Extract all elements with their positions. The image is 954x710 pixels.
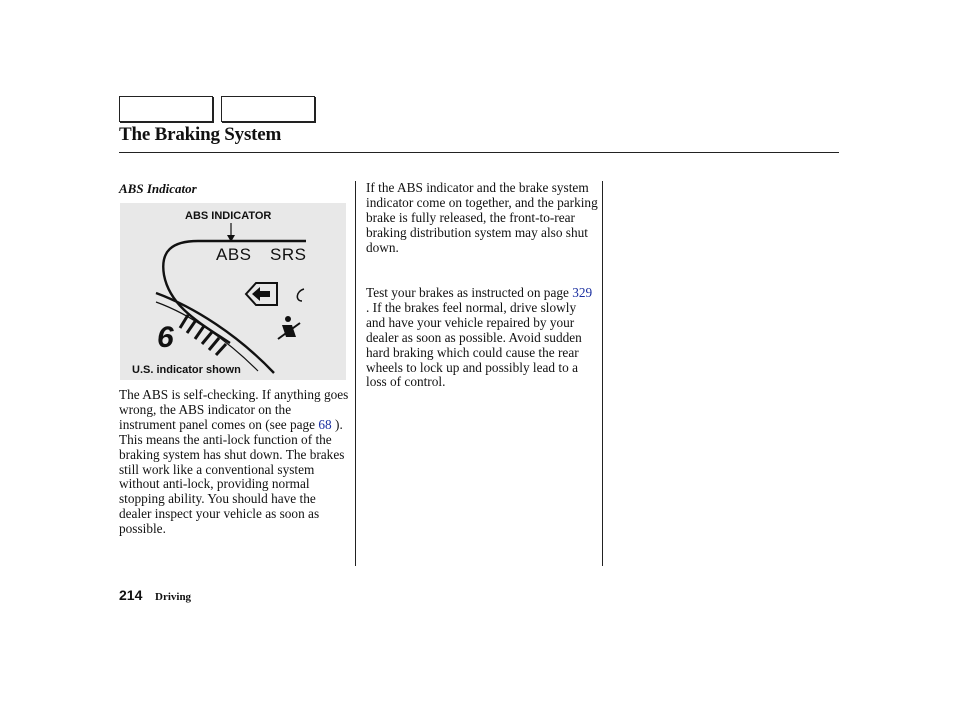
title-rule: [119, 152, 839, 153]
paragraph-text: . If the brakes feel normal, drive slowly and have your vehicle repaired by your dealer as soon as possible. Avoid sudden hard braking which could cause the rear wheels to lock up and possibly lead to a loss of control.: [366, 299, 582, 390]
test-brakes-paragraph: [366, 286, 598, 390]
srs-indicator-light: SRS: [270, 245, 307, 264]
abs-indicator-light: ABS: [216, 245, 252, 264]
arrow-glyph: [252, 287, 270, 301]
figure-caption: ABS Indicator: [119, 181, 197, 196]
paragraph-text: Test your brakes as instructed on page: [366, 285, 573, 300]
abs-indicator-label: ABS INDICATOR: [185, 210, 272, 222]
nav-button-next[interactable]: [221, 96, 315, 122]
brake-indicator-paragraph: If the ABS indicator and the brake system indicator come on together, and the parking brake is fully released, the front-to-rear braking distribution system may also shut down.: [366, 180, 598, 255]
page-title: The Braking System: [119, 124, 282, 145]
figure-note: U.S. indicator shown: [132, 364, 241, 376]
column-divider: [602, 181, 603, 566]
page-link-329[interactable]: 329: [572, 285, 593, 300]
column-divider: [355, 181, 356, 566]
hook-symbol: [297, 289, 304, 301]
paragraph-text: The ABS is self-checking. If anything goes wrong, the ABS indicator on the instrument panel comes on (see page: [119, 387, 349, 432]
section-name: Driving: [155, 591, 192, 603]
page-number: 214: [119, 587, 143, 603]
speedometer-numeral: 6: [157, 321, 174, 354]
paragraph-text: ). This means the anti-lock function of the braking system has shut down. The brakes still work like a conventional system without anti-lock, providing normal stopping ability. You should have the dealer inspect your vehicle as soon as possible.: [119, 416, 345, 537]
page-link-68[interactable]: 68: [318, 416, 332, 432]
seatbelt-head: [285, 316, 291, 322]
instrument-panel-drawing: [120, 203, 346, 380]
nav-button-previous[interactable]: [119, 96, 213, 122]
abs-indicator-figure: [120, 203, 346, 380]
abs-self-check-paragraph: [119, 388, 351, 537]
